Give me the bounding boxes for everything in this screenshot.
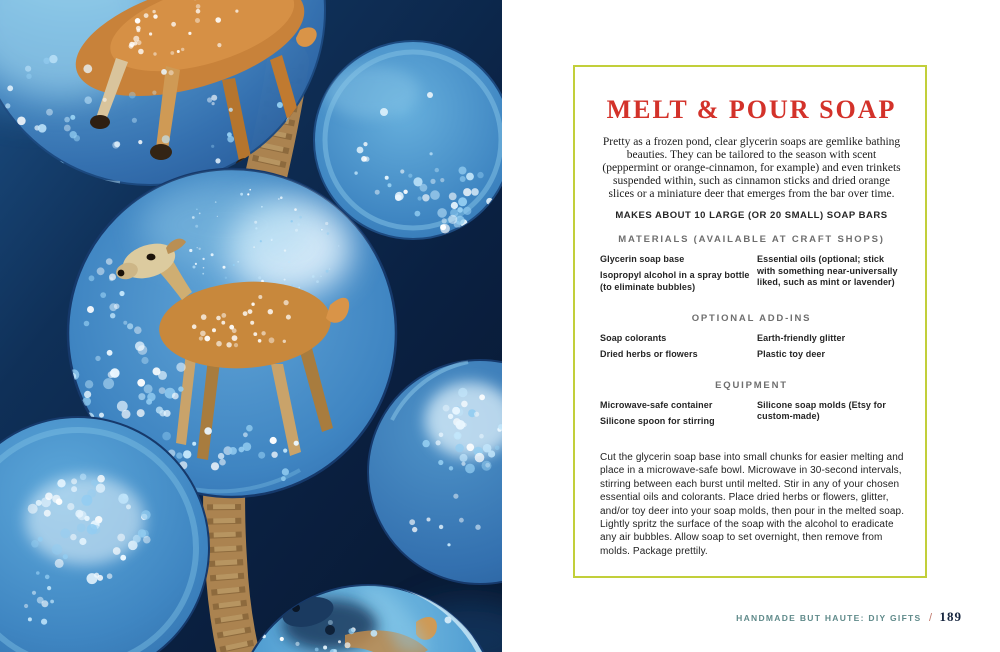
material-item: Glycerin soap base — [600, 254, 685, 265]
folio-separator: / — [928, 612, 933, 624]
equipment-columns — [600, 400, 903, 432]
section-heading-materials: MATERIALS (AVAILABLE AT CRAFT SHOPS) — [618, 234, 885, 246]
equipment-item: Silicone soap molds (Etsy for custom-made) — [757, 399, 886, 422]
materials-columns — [600, 254, 903, 298]
equipment-item: Silicone spoon for stirring — [600, 415, 715, 426]
section-heading-addins: OPTIONAL ADD-INS — [691, 312, 812, 324]
material-item: Essential oils (optional; stick with something near-universally liked, such as mint or lavender) — [757, 254, 898, 288]
soap-bar-top-right — [314, 41, 502, 239]
page-number: 189 — [939, 609, 962, 624]
addin-item: Plastic toy deer — [757, 348, 826, 359]
intro-text: Pretty as a frozen pond, clear glycerin soaps are gemlike bathing beauties. They can be tailored to the season with scent (peppermint or orange-cinnamon, for example) and even trinkets suspended within, such as cinnamon sticks and dried orange slices or a miniature deer that emerges from the bar over time. — [602, 136, 901, 200]
material-item: Isopropyl alcohol in a spray bottle (to eliminate bubbles) — [600, 270, 750, 292]
page-title: MELT & POUR SOAP — [606, 95, 897, 124]
addin-item: Dried herbs or flowers — [600, 348, 698, 359]
recipe-card — [573, 65, 927, 578]
book-title-label: HANDMADE BUT HAUTE: DIY GIFTS — [736, 613, 922, 623]
page-footer — [736, 608, 962, 626]
addins-columns — [600, 333, 903, 365]
yield-line: MAKES ABOUT 10 LARGE (OR 20 SMALL) SOAP BARS — [615, 210, 888, 222]
addin-item: Earth-friendly glitter — [757, 332, 846, 343]
section-heading-equipment: EQUIPMENT — [715, 379, 788, 391]
equipment-item: Microwave-safe container — [600, 399, 713, 410]
instructions-paragraph: Cut the glycerin soap base into small chunks for easier melting and place in a microwave-safe bowl. Microwave in 30-second intervals, stirring between each burst until melted. Stir in any of your chosen essential oils and colorants. Place dried herbs or flowers, glitter, and/or toy deer into your soap molds, then pour in the melted soap. Lightly spritz the surface of the soap with the alcohol to eradicate any air bubbles. Allow soap to set overnight, then remove from molds. Package prettily. — [600, 451, 905, 557]
addin-item: Soap colorants — [600, 332, 667, 343]
